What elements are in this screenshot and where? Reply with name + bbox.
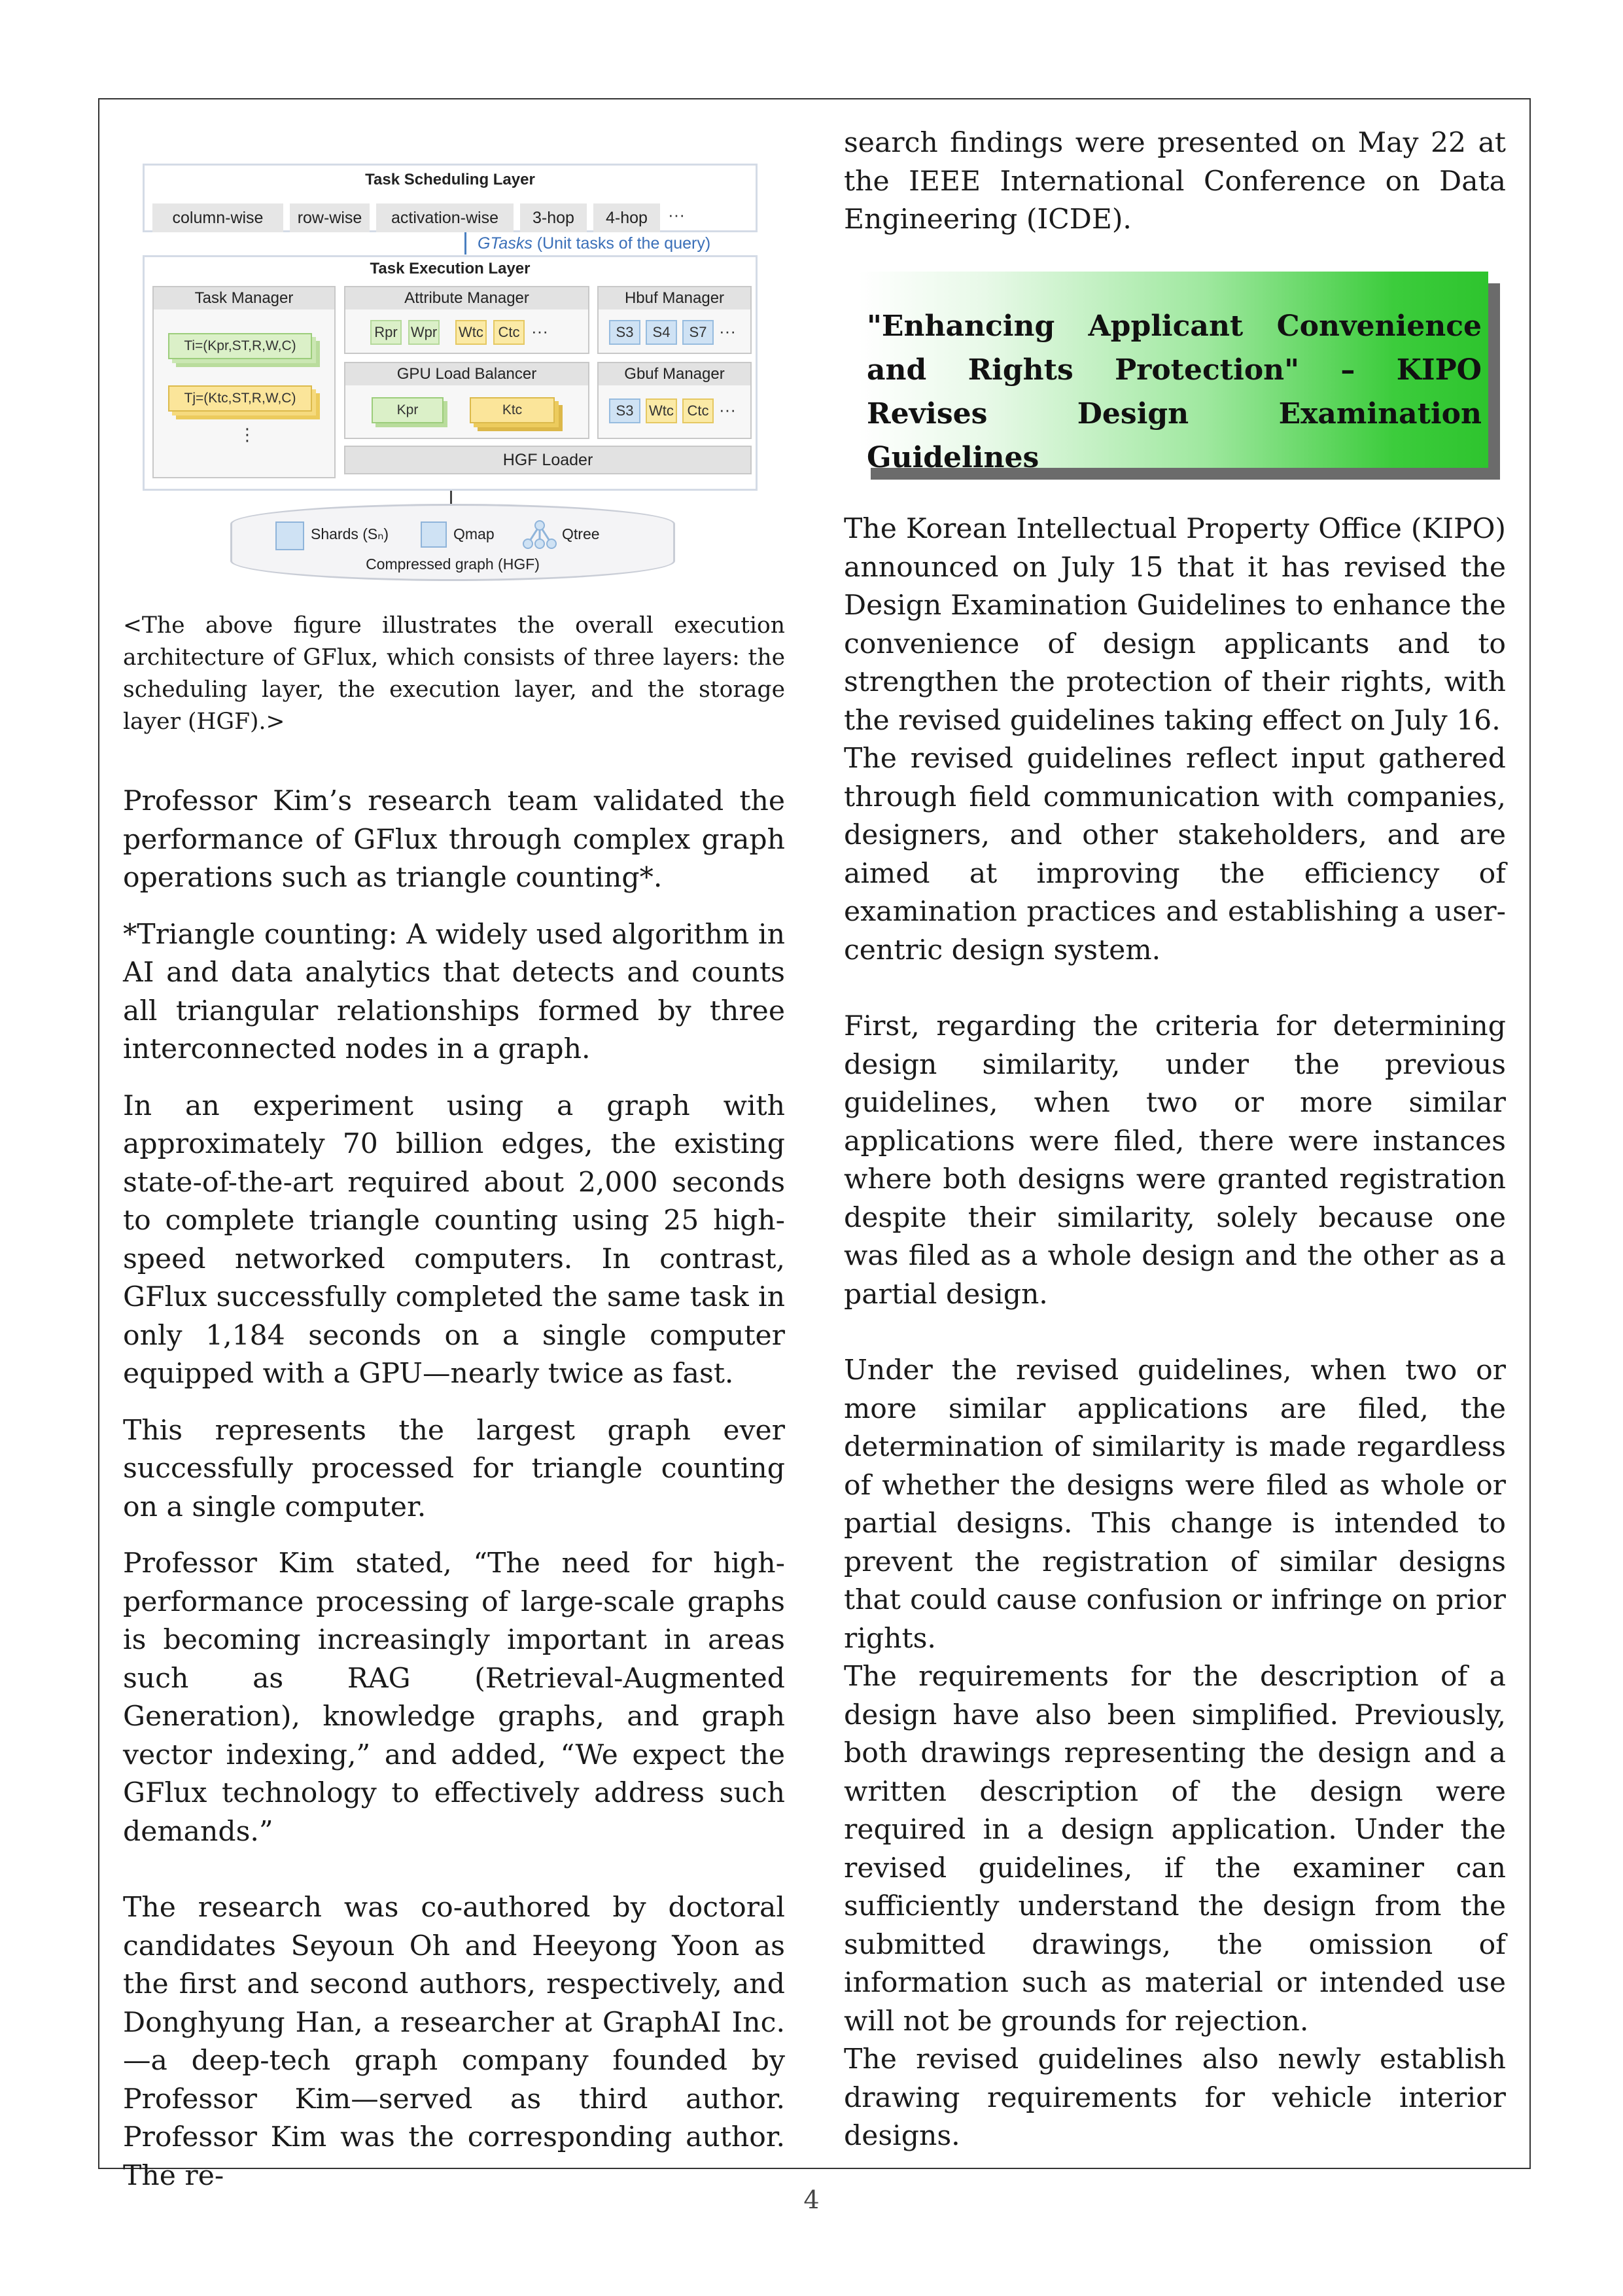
gtasks-note: GTasks (Unit tasks of the query) bbox=[478, 234, 711, 253]
paragraph: Under the revised guidelines, when two or more similar applications are filed, the determination of similarity is made regardless of whether the designs were filed as whole or partial designs. This change is intended to prevent the registration of similar designs that could cause confusion or infringe on prior rights. bbox=[844, 1354, 1506, 1655]
headline-panel bbox=[859, 272, 1488, 474]
footnote-paragraph: *Triangle counting: A widely used algorithm in AI and data analytics that detects and counts all triangular relationships formed by three interconnected nodes in a graph. bbox=[123, 918, 785, 1065]
task-entry-i: Ti=(Kpr,ST,R,W,C) bbox=[168, 333, 312, 359]
qmap-label: Qmap bbox=[453, 525, 495, 542]
gbuf-chip: S3 bbox=[609, 398, 640, 423]
qtree-label: Qtree bbox=[562, 525, 600, 542]
attribute-chip: Wtc bbox=[455, 320, 487, 345]
paragraph: The Korean Intellectual Property Office (KIPO) announced on July 15 that it has revised the Design Examination Guidelines to enhance the convenience of design applicants and to strengthen the protection of their rights, with the revised guidelines taking effect on July 16. bbox=[844, 513, 1506, 737]
scheduling-layer bbox=[143, 164, 758, 232]
task-tag: row-wise bbox=[290, 203, 370, 232]
left-column bbox=[123, 783, 785, 2214]
attribute-chip: Ctc bbox=[493, 320, 525, 345]
task-tag: 4-hop bbox=[593, 203, 660, 232]
paragraph: The requirements for the description of a design have also been simplified. Previously, both drawings representing the design and a written description of the design were required in a design application. Under the revised guidelines, if the examiner can sufficiently understand the design from the submitted drawings, the omission of information such as material or intended use will not be grounds for rejection. bbox=[844, 1661, 1506, 2038]
gpu-card: Kpr bbox=[372, 397, 444, 423]
execution-layer bbox=[143, 255, 758, 491]
execution-layer-title: Task Execution Layer bbox=[370, 260, 531, 277]
task-manager-panel bbox=[152, 286, 336, 478]
paragraph: In an experiment using a graph with approximately 70 billion edges, the existing state-of-the-art required about 2,000 seconds to complete triangle counting using 25 high-speed networked computers. In contrast, GFlux successfully completed the same task in only 1,184 seconds on a single computer equipped with a GPU—nearly twice as fast. bbox=[123, 1089, 785, 1390]
task-tag: activation-wise bbox=[376, 203, 514, 232]
paragraph: This represents the largest graph ever successfully processed for triangle counting on a single computer. bbox=[123, 1414, 785, 1523]
gpu-card: Ktc bbox=[470, 397, 555, 423]
qtree-icon bbox=[520, 519, 559, 552]
paragraph: The revised guidelines also newly establish drawing requirements for vehicle interior designs. bbox=[844, 2043, 1506, 2152]
more-dots: ··· bbox=[719, 321, 736, 341]
right-column bbox=[844, 510, 1506, 2156]
task-manager-title: Task Manager bbox=[154, 287, 334, 309]
hbuf-manager-panel bbox=[597, 286, 752, 354]
quote-paragraph: Professor Kim stated, “The need for high-performance processing of large-scale graphs is becoming increasingly important in areas such as RAG (Retrieval-Augmented Generation), knowledge graphs, and graph vector indexing,” and added, “We expect the GFlux technology to effectively address such demands.” bbox=[123, 1547, 785, 1848]
more-dots: ··· bbox=[719, 400, 736, 419]
storage-label: Compressed graph (HGF) bbox=[366, 556, 540, 573]
task-entry-j: Tj=(Ktc,ST,R,W,C) bbox=[168, 385, 312, 412]
figure-caption: <The above figure illustrates the overall execution architecture of GFlux, which consists of three layers: the scheduling layer, the execution layer, and the storage layer (HGF).> bbox=[123, 612, 785, 735]
right-column-continuation bbox=[844, 124, 1506, 258]
scheduling-layer-title: Task Scheduling Layer bbox=[365, 171, 535, 188]
more-dots: ··· bbox=[531, 321, 548, 341]
gbuf-manager-title: Gbuf Manager bbox=[599, 363, 750, 385]
shards-icon bbox=[275, 521, 304, 550]
attribute-manager-title: Attribute Manager bbox=[345, 287, 588, 309]
gbuf-chip: Ctc bbox=[682, 398, 714, 423]
shards-label: Shards (Sₙ) bbox=[311, 525, 389, 542]
gpu-load-balancer-panel bbox=[344, 362, 589, 439]
qmap-icon bbox=[421, 521, 447, 548]
gbuf-manager-panel bbox=[597, 362, 752, 439]
gflux-architecture-figure bbox=[137, 157, 765, 589]
storage-layer bbox=[230, 504, 675, 581]
headline-box bbox=[859, 272, 1500, 481]
attribute-manager-panel bbox=[344, 286, 589, 354]
gtasks-arrow bbox=[464, 232, 466, 255]
paragraph: The revised guidelines reflect input gathered through field communication with companies, designers, and other stakeholders, and are aimed at improving the efficiency of examination practices and establishing a user-centric design system. bbox=[844, 743, 1506, 966]
vertical-dots: ⋮ bbox=[239, 425, 256, 444]
paragraph: The research was co-authored by doctoral candidates Seyoun Oh and Heeyong Yoon as the first and second authors, respectively, and Donghyung Han, a researcher at GraphAI Inc. —a deep-tech graph company founded by Professor Kim—served as third author. Professor Kim was the corresponding author. The re- bbox=[123, 1892, 785, 2192]
hbuf-manager-title: Hbuf Manager bbox=[599, 287, 750, 309]
hbuf-chip: S4 bbox=[646, 320, 677, 345]
task-tag: column-wise bbox=[152, 203, 283, 232]
more-dots: ··· bbox=[668, 205, 685, 224]
paragraph: search findings were presented on May 22 at the IEEE International Conference on Data Engineering (ICDE). bbox=[844, 127, 1506, 236]
task-tag: 3-hop bbox=[520, 203, 587, 232]
hgf-loader: HGF Loader bbox=[344, 446, 752, 474]
hbuf-chip: S3 bbox=[609, 320, 640, 345]
gpu-load-balancer-title: GPU Load Balancer bbox=[345, 363, 588, 385]
attribute-chip: Rpr bbox=[370, 320, 402, 345]
paragraph: Professor Kim’s research team validated the performance of GFlux through complex graph operations such as triangle counting*. bbox=[123, 785, 785, 894]
hbuf-chip: S7 bbox=[682, 320, 714, 345]
gbuf-chip: Wtc bbox=[646, 398, 677, 423]
attribute-chip: Wpr bbox=[408, 320, 440, 345]
page-number: 4 bbox=[803, 2185, 820, 2214]
article-headline: "Enhancing Applicant Convenience and Rights Protection" – KIPO Revises Design Examination Guidelines bbox=[867, 309, 1482, 474]
paragraph: First, regarding the criteria for determining design similarity, under the previous guidelines, when two or more similar applications were filed, there were instances where both designs were granted registration despite their similarity, solely because one was filed as a whole design and the other as a partial design. bbox=[844, 1010, 1506, 1311]
